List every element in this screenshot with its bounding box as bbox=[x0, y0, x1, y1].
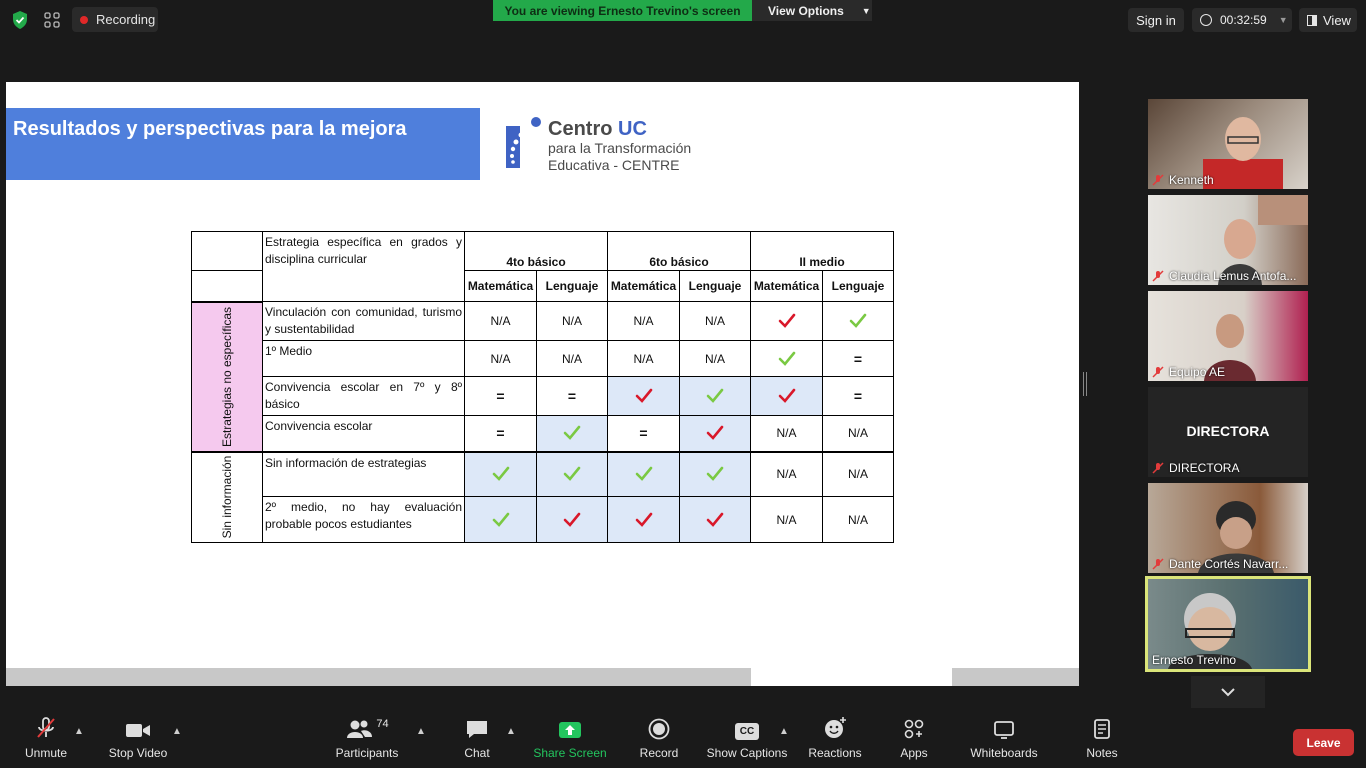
mic-muted-icon bbox=[1152, 558, 1164, 570]
participant-name bbox=[1152, 653, 1236, 667]
notes-button[interactable] bbox=[1084, 712, 1120, 768]
strategy-label: Convivencia escolar en 7º y 8º básico bbox=[263, 377, 465, 416]
mic-muted-icon bbox=[34, 716, 58, 740]
participant-tile[interactable] bbox=[1148, 483, 1308, 573]
subject-header: Lenguaje bbox=[680, 271, 751, 302]
video-camera-icon bbox=[125, 720, 151, 740]
na-cell: N/A bbox=[751, 497, 823, 543]
chat-button[interactable] bbox=[460, 712, 494, 768]
participants-label: Participants bbox=[335, 746, 399, 760]
grade-header-6to: 6to básico bbox=[608, 232, 751, 271]
na-cell: N/A bbox=[680, 302, 751, 341]
slide-title: Resultados y perspectivas para la mejora bbox=[13, 118, 407, 140]
apps-icon bbox=[903, 718, 925, 740]
strategy-label: Vinculación con comunidad, turismo y sustentabilidad bbox=[263, 302, 465, 341]
whiteboard-icon bbox=[993, 720, 1015, 740]
meeting-toolbar bbox=[0, 712, 1366, 768]
subject-header: Lenguaje bbox=[823, 271, 894, 302]
apps-label: Apps bbox=[900, 746, 928, 760]
participant-count: 74 bbox=[376, 718, 389, 730]
audio-options-caret[interactable]: ▲ bbox=[74, 726, 84, 737]
equal-cell: = bbox=[823, 377, 894, 416]
show-captions-label: Show Captions bbox=[706, 746, 788, 760]
green-check-icon bbox=[706, 465, 724, 483]
equal-cell: = bbox=[823, 341, 894, 377]
show-captions-button[interactable] bbox=[706, 712, 788, 768]
shared-screen-slide bbox=[6, 82, 1079, 668]
check-cell bbox=[465, 497, 537, 543]
table-row bbox=[192, 302, 894, 341]
participants-options-caret[interactable]: ▲ bbox=[416, 726, 426, 737]
equal-cell: = bbox=[465, 416, 537, 452]
top-bar bbox=[0, 0, 1366, 40]
check-cell bbox=[608, 452, 680, 497]
stop-video-label: Stop Video bbox=[108, 746, 168, 760]
table-row bbox=[192, 497, 894, 543]
unmute-label: Unmute bbox=[24, 746, 68, 760]
sign-in-button[interactable]: Sign in bbox=[1128, 8, 1184, 32]
red-check-icon bbox=[706, 424, 724, 442]
grade-header-iimedio: II medio bbox=[751, 232, 894, 271]
apps-button[interactable] bbox=[896, 712, 932, 768]
participant-name bbox=[1152, 173, 1214, 187]
table-corner-cell-2 bbox=[192, 271, 263, 302]
participant-tile[interactable] bbox=[1148, 387, 1308, 477]
logo-subtitle-2: Educativa - CENTRE bbox=[548, 157, 680, 173]
table-row bbox=[192, 377, 894, 416]
whiteboards-label: Whiteboards bbox=[970, 746, 1038, 760]
group-label-non-specific: Estrategias no específicas bbox=[220, 306, 234, 447]
participant-name-text: DIRECTORA bbox=[1169, 461, 1240, 475]
check-cell bbox=[751, 377, 823, 416]
strategy-label: Convivencia escolar bbox=[263, 416, 465, 452]
view-options-button[interactable] bbox=[752, 0, 872, 21]
red-check-icon bbox=[778, 312, 796, 330]
chevron-down-icon: ▼ bbox=[1278, 15, 1288, 25]
captions-options-caret[interactable]: ▲ bbox=[779, 726, 789, 737]
strategy-label: 2º medio, no hay evaluación probable pocos estudiantes bbox=[263, 497, 465, 543]
participant-tile[interactable] bbox=[1148, 291, 1308, 381]
chevron-down-icon bbox=[1220, 687, 1236, 697]
share-screen-icon bbox=[558, 720, 582, 740]
meeting-timer[interactable] bbox=[1192, 8, 1292, 32]
table-corner-cell bbox=[192, 232, 263, 271]
participant-name-text: Kenneth bbox=[1169, 173, 1214, 187]
na-cell: N/A bbox=[537, 302, 608, 341]
view-button[interactable] bbox=[1299, 8, 1357, 32]
na-cell: N/A bbox=[465, 341, 537, 377]
strategy-label: Sin información de estrategias bbox=[263, 452, 465, 497]
green-check-icon bbox=[706, 387, 724, 405]
participant-name bbox=[1152, 269, 1296, 283]
viewing-banner: You are viewing Ernesto Trevino's screen bbox=[493, 0, 752, 21]
na-cell: N/A bbox=[751, 416, 823, 452]
leave-button[interactable]: Leave bbox=[1293, 729, 1354, 756]
table-row bbox=[192, 452, 894, 497]
view-label: View bbox=[1323, 12, 1351, 28]
green-check-icon bbox=[492, 511, 510, 529]
green-check-icon bbox=[635, 465, 653, 483]
strategy-header: Estrategia específica en grados y disciplina curricular bbox=[263, 232, 465, 302]
video-options-caret[interactable]: ▲ bbox=[172, 726, 182, 737]
record-label: Record bbox=[639, 746, 679, 760]
notes-label: Notes bbox=[1086, 746, 1118, 760]
check-cell bbox=[680, 497, 751, 543]
na-cell: N/A bbox=[751, 452, 823, 497]
mic-muted-icon bbox=[1152, 174, 1164, 186]
green-check-icon bbox=[778, 350, 796, 368]
reactions-smiley-icon bbox=[823, 716, 847, 740]
closed-captions-icon: CC bbox=[735, 723, 759, 740]
mic-muted-icon bbox=[1152, 462, 1164, 474]
red-check-icon bbox=[563, 511, 581, 529]
green-check-icon bbox=[563, 465, 581, 483]
reactions-button[interactable] bbox=[808, 712, 862, 768]
group-label-no-info: Sin información bbox=[220, 455, 234, 539]
shield-icon[interactable] bbox=[10, 10, 30, 30]
red-check-icon bbox=[778, 387, 796, 405]
green-check-icon bbox=[492, 465, 510, 483]
mic-muted-icon bbox=[1152, 270, 1164, 282]
whiteboards-button[interactable] bbox=[966, 712, 1042, 768]
logo-name bbox=[548, 118, 647, 141]
green-check-icon bbox=[849, 312, 867, 330]
check-cell bbox=[680, 452, 751, 497]
check-cell bbox=[537, 452, 608, 497]
subject-header: Matemática bbox=[465, 271, 537, 302]
scrollbar-thumb[interactable] bbox=[751, 668, 952, 686]
check-cell bbox=[751, 341, 823, 377]
chat-label: Chat bbox=[464, 746, 490, 760]
share-screen-label: Share Screen bbox=[533, 746, 607, 760]
na-cell: N/A bbox=[608, 341, 680, 377]
group-cell-non-specific bbox=[192, 302, 263, 452]
reactions-label: Reactions bbox=[808, 746, 862, 760]
participant-name bbox=[1152, 557, 1288, 571]
participant-name-text: Equipo AE bbox=[1169, 365, 1226, 379]
red-check-icon bbox=[635, 387, 653, 405]
participants-button[interactable] bbox=[334, 712, 400, 768]
participant-name-text: Dante Cortés Navarr... bbox=[1169, 557, 1289, 571]
equal-cell: = bbox=[465, 377, 537, 416]
check-cell bbox=[537, 416, 608, 452]
logo-name-b: UC bbox=[618, 118, 647, 140]
na-cell: N/A bbox=[680, 341, 751, 377]
results-table bbox=[191, 231, 894, 543]
view-layout-icon bbox=[1307, 15, 1317, 26]
red-check-icon bbox=[706, 511, 724, 529]
grid-icon[interactable] bbox=[42, 10, 62, 30]
participant-avatar-name: DIRECTORA bbox=[1186, 423, 1270, 439]
centro-uc-logo bbox=[500, 116, 740, 176]
gallery-scroll-down-button[interactable] bbox=[1191, 676, 1265, 708]
participants-icon bbox=[345, 718, 373, 740]
subject-header: Lenguaje bbox=[537, 271, 608, 302]
chevron-down-icon: ▼ bbox=[861, 5, 871, 16]
notes-icon bbox=[1092, 718, 1112, 740]
na-cell: N/A bbox=[608, 302, 680, 341]
check-cell bbox=[751, 302, 823, 341]
record-icon bbox=[648, 718, 670, 740]
participant-name bbox=[1152, 461, 1239, 475]
share-screen-button[interactable] bbox=[534, 712, 606, 768]
check-cell bbox=[537, 497, 608, 543]
timer-value: 00:32:59 bbox=[1220, 13, 1267, 27]
participant-name-text: Claudia Lemus Antofa... bbox=[1169, 269, 1297, 283]
check-cell bbox=[608, 377, 680, 416]
unmute-button[interactable] bbox=[22, 712, 70, 768]
na-cell: N/A bbox=[465, 302, 537, 341]
equal-cell: = bbox=[608, 416, 680, 452]
subject-header: Matemática bbox=[608, 271, 680, 302]
table-row bbox=[192, 416, 894, 452]
check-cell bbox=[465, 452, 537, 497]
check-cell bbox=[823, 302, 894, 341]
logo-subtitle-1: para la Transformación bbox=[548, 140, 692, 156]
logo-dots-icon bbox=[500, 116, 544, 176]
red-check-icon bbox=[635, 511, 653, 529]
group-cell-no-info bbox=[192, 452, 263, 543]
strategy-label: 1º Medio bbox=[263, 341, 465, 377]
check-cell bbox=[680, 416, 751, 452]
green-check-icon bbox=[563, 424, 581, 442]
logo-name-a: Centro bbox=[548, 118, 618, 140]
equal-cell: = bbox=[537, 377, 608, 416]
participant-name-text: Ernesto Trevino bbox=[1152, 653, 1237, 667]
grade-header-4to: 4to básico bbox=[465, 232, 608, 271]
panel-resize-handle[interactable] bbox=[1083, 372, 1087, 396]
na-cell: N/A bbox=[823, 497, 894, 543]
na-cell: N/A bbox=[823, 416, 894, 452]
subject-header: Matemática bbox=[751, 271, 823, 302]
clock-icon bbox=[1200, 14, 1212, 26]
chat-bubble-icon bbox=[465, 718, 489, 740]
check-cell bbox=[680, 377, 751, 416]
participant-name bbox=[1152, 365, 1225, 379]
table-row bbox=[192, 341, 894, 377]
participant-tile[interactable] bbox=[1148, 195, 1308, 285]
recording-indicator[interactable] bbox=[72, 7, 158, 32]
slide-horizontal-scrollbar[interactable] bbox=[6, 668, 1079, 686]
view-options-label: View Options bbox=[768, 3, 844, 18]
participant-tile-active-speaker[interactable] bbox=[1148, 579, 1308, 669]
participant-tile[interactable] bbox=[1148, 99, 1308, 189]
record-button[interactable] bbox=[638, 712, 680, 768]
check-cell bbox=[608, 497, 680, 543]
mic-muted-icon bbox=[1152, 366, 1164, 378]
recording-label: Recording bbox=[96, 12, 156, 27]
na-cell: N/A bbox=[537, 341, 608, 377]
chat-options-caret[interactable]: ▲ bbox=[506, 726, 516, 737]
slide-title-bar bbox=[6, 108, 480, 180]
na-cell: N/A bbox=[823, 452, 894, 497]
record-dot-icon bbox=[80, 16, 88, 24]
stop-video-button[interactable] bbox=[106, 712, 170, 768]
